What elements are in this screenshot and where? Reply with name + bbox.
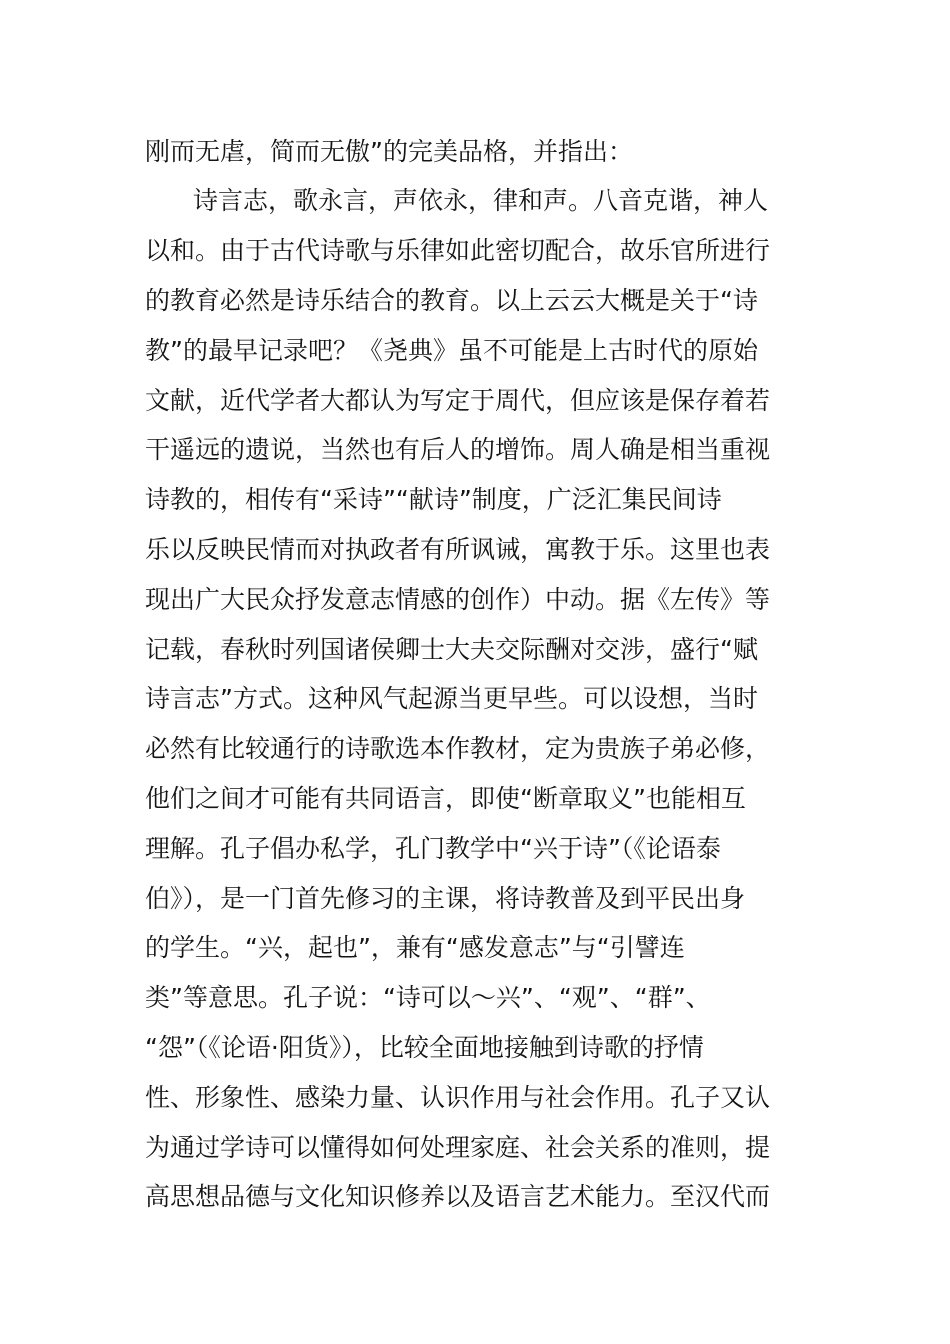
text-line: 诗教的，相传有“采诗”“献诗”制度，广泛汇集民间诗 bbox=[145, 485, 722, 514]
text-line: 理解。孔子倡办私学，孔门教学中“兴于诗”（《论语泰 bbox=[145, 834, 721, 863]
text-line: 类”等意思。孔子说：“诗可以～兴”、“观”、“群”、 bbox=[145, 983, 711, 1012]
text-line: 伯》），是一门首先修习的主课，将诗教普及到平民出身 bbox=[145, 884, 746, 913]
text-line: 乐以反映民情而对执政者有所讽诫，寓教于乐。这里也表 bbox=[145, 535, 771, 564]
text-line: 刚而无虐，简而无傲”的完美品格，并指出： bbox=[145, 137, 633, 166]
text-line: 他们之间才可能有共同语言，即使“断章取义”也能相互 bbox=[145, 784, 746, 813]
text-line: 教”的最早记录吧？《尧典》虽不可能是上古时代的原始 bbox=[145, 336, 758, 365]
text-line: 记载，春秋时列国诸侯卿士大夫交际酬对交涉，盛行“赋 bbox=[145, 635, 758, 664]
text-line: 诗言志，歌永言，声依永，律和声。八音克谐，神人 bbox=[193, 186, 769, 215]
text-line: 为通过学诗可以懂得如何处理家庭、社会关系的准则，提 bbox=[145, 1133, 771, 1162]
text-line: 必然有比较通行的诗歌选本作教材，定为贵族子弟必修， bbox=[145, 734, 771, 763]
text-line: “怨”（《论语·阳货》），比较全面地接触到诗歌的抒情 bbox=[145, 1033, 704, 1062]
text-line: 的学生。“兴，起也”，兼有“感发意志”与“引譬连 bbox=[145, 933, 685, 962]
text-line: 的教育必然是诗乐结合的教育。以上云云大概是关于“诗 bbox=[145, 286, 758, 315]
text-line: 以和。由于古代诗歌与乐律如此密切配合，故乐官所进行 bbox=[145, 236, 771, 265]
text-line: 干遥远的遗说，当然也有后人的增饰。周人确是相当重视 bbox=[145, 435, 771, 464]
text-line: 高思想品德与文化知识修养以及语言艺术能力。至汉代而 bbox=[145, 1182, 771, 1211]
text-line: 文献，近代学者大都认为写定于周代，但应该是保存着若 bbox=[145, 386, 771, 415]
text-line: 性、形象性、感染力量、认识作用与社会作用。孔子又认 bbox=[145, 1083, 771, 1112]
text-line: 诗言志”方式。这种风气起源当更早些。可以设想，当时 bbox=[145, 684, 758, 713]
text-line: 现出广大民众抒发意志情感的创作）中动。据《左传》等 bbox=[145, 585, 771, 614]
